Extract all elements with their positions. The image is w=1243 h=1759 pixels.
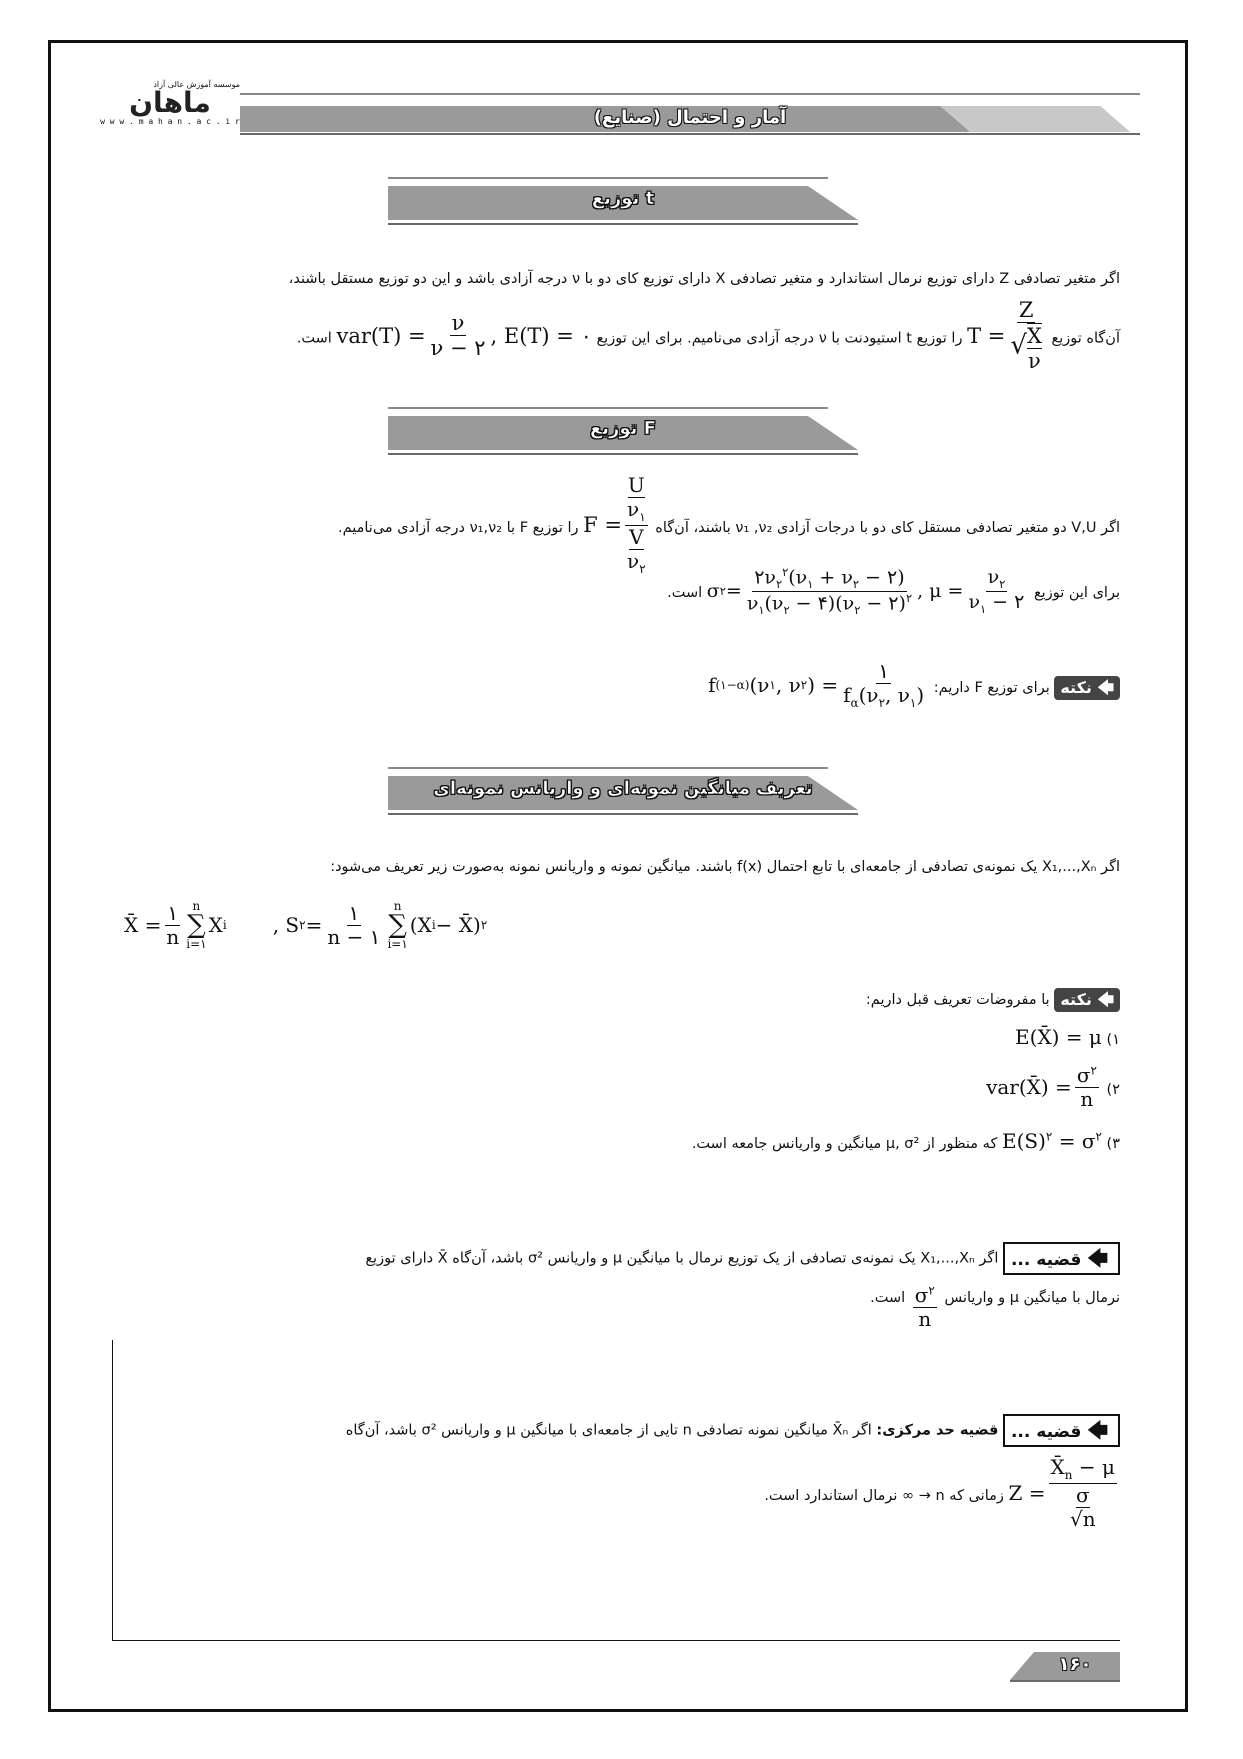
t-line2-mid: را توزیع t استیودنت با ν درجه آزادی می‌نامیم. برای این توزیع	[596, 330, 963, 347]
section-heading-sample: تعریف میانگین نمونه‌ای و واریانس نمونه‌ای	[388, 766, 858, 806]
section-heading-f: توزیع F	[388, 406, 858, 446]
logo-top-text: موسسه آموزش عالی آزاد	[153, 80, 240, 89]
page-number: ۱۶۰	[1058, 1654, 1092, 1675]
f-line1-pre: اگر V,U دو متغیر تصادفی مستقل کای دو با درجات آزادی ν₁ ,ν₂ باشند، آن‌گاه	[655, 520, 1120, 537]
side-rule	[112, 1340, 113, 1640]
header-title: آمار و احتمال (صنایع)	[593, 107, 787, 128]
logo	[100, 80, 240, 132]
f-note-formula: f (۱−α) (ν ۱ , ν ۲ ) = $\frac{۱}{f_\alpha(\nu_۲, \nu_۱)}$	[708, 659, 925, 710]
f-line1-mid: را توزیع F با ν₁,ν₂ درجه آزادی می‌نامیم.	[337, 520, 579, 537]
footer-rule	[112, 1640, 1120, 1641]
f-line2-pre: برای این توزیع	[1033, 584, 1120, 601]
arrow-left-icon: 🡄	[1097, 990, 1114, 1009]
header	[100, 80, 1140, 140]
sample-item1: ۱) E(X̄) = μ	[1015, 1025, 1120, 1049]
arrow-left-icon: 🡄	[1097, 678, 1114, 698]
t-line2-pre: آن‌گاه توزیع	[1051, 330, 1120, 347]
t-moments: var(T) = $\frac{\nu}{\nu - ۲}$ , E(T) = ۰	[336, 311, 592, 361]
f-note-text: برای توزیع F داریم:	[933, 679, 1050, 696]
f-line1	[120, 474, 1120, 577]
theorem2-line2: Z = $X̄_n - \mu$ σ √n زمانی که n → ∞ نرمال استاندارد است.	[764, 1455, 1115, 1531]
f-note	[120, 660, 1120, 711]
theorem2-line1	[120, 1414, 1120, 1447]
arrow-left-icon: 🡄	[1087, 1246, 1108, 1270]
theorem1-text: اگر X₁,...,Xₙ یک نمونه‌ی تصادفی از یک توزیع نرمال با میانگین μ و واریانس σ² باشد، آن‌گاه X̄ دارای توزیع	[365, 1250, 999, 1267]
arrow-left-icon: 🡄	[1087, 1418, 1108, 1442]
sample-line1: اگر X₁,...,Xₙ یک نمونه‌ی تصادفی از جامعه‌ای با تابع احتمال f(x) باشند. میانگین نمونه و واریانس نمونه به‌صورت زیر تعریف می‌شود:	[330, 859, 1120, 875]
theorem1-line1	[120, 1242, 1120, 1275]
logo-url: w w w . m a h a n . a c . i r	[100, 117, 240, 126]
theorem-box: 🡄 قضیه ...	[1003, 1414, 1120, 1447]
t-line1: اگر متغیر تصادفی Z دارای توزیع نرمال استاندارد و متغیر تصادفی X دارای توزیع کای دو با ν درجه آزادی باشد و این دو توزیع مستقل باشند،	[288, 271, 1120, 287]
t-line2	[120, 298, 1120, 373]
t-formula: T = Z √ $\frac{X}{\nu}$	[967, 298, 1042, 374]
sample-item3: ۳) $E(S)^۲ = \sigma^۲$ که منظور از μ, σ² میانگین و واریانس جامعه است.	[691, 1129, 1120, 1153]
f-moments: σ ۲ = $\frac{۲\nu_۲^۲(\nu_۱ + \nu_۲ - ۲)}{\nu_۱(\nu_۲ - ۴)(\nu_۲ - ۲)^۲}$ , μ = $\frac{\nu_۲}{\nu_۱ - ۲}$	[706, 565, 1025, 618]
t-line2-post: است.	[296, 330, 332, 347]
logo-main: ماهان	[129, 86, 211, 119]
f-line2	[120, 566, 1120, 617]
sample-item2: ۲) var(X̄) = $\frac{\sigma^۲}{n}$	[986, 1063, 1120, 1111]
theorem1-line2: نرمال با میانگین μ و واریانس $\frac{\sigma^۲}{n}$ است.	[870, 1283, 1120, 1331]
f-formula: F = U $\nu_۱$ V $\nu_۲$	[583, 473, 646, 576]
f-line2-post: است.	[667, 584, 703, 601]
note-tag: 🡄 نکته	[1054, 988, 1120, 1012]
note-tag: 🡄 نکته	[1054, 676, 1120, 700]
theorem2-text: اگر X̄ₙ میانگین نمونه تصادفی n تایی از جامعه‌ای با میانگین μ و واریانس σ² باشد، آن‌گاه	[345, 1422, 872, 1439]
sample-note-text: با مفروضات تعریف قبل داریم:	[865, 991, 1050, 1008]
sample-formulas: X̄ = $\frac{۱}{n}$ n ∑ i=۱ X i , S ۲ = $\frac{۱}{n - ۱}$ n ∑ i=۱ (X i − X̄) ۲	[124, 899, 488, 951]
sample-note	[120, 988, 1120, 1012]
theorem2-bold: قضیه حد مرکزی:	[876, 1422, 999, 1439]
section-heading-t: توزیع t	[388, 176, 858, 216]
theorem-box: 🡄 قضیه ...	[1003, 1242, 1120, 1275]
